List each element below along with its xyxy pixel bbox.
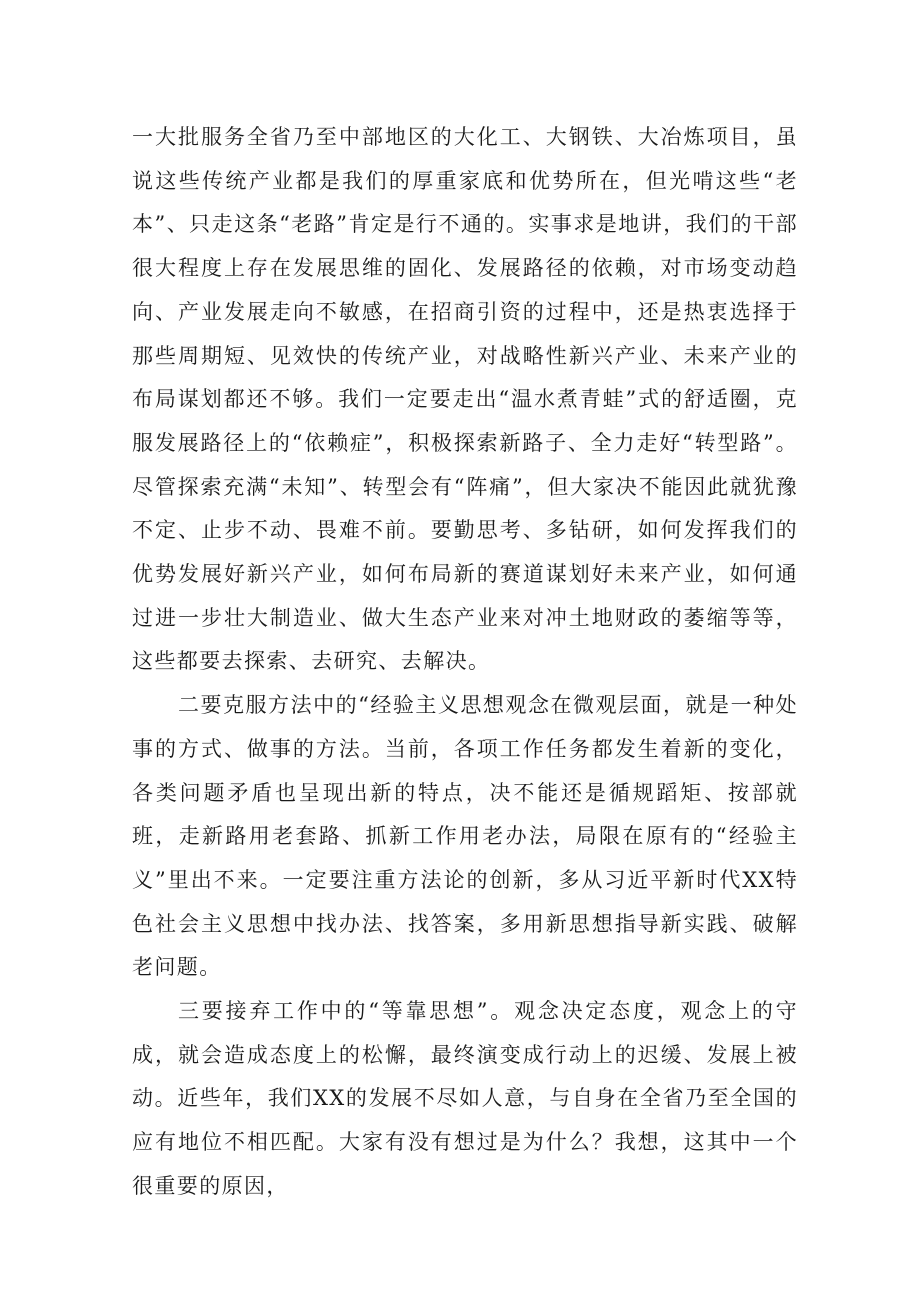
document-body — [132, 116, 798, 1209]
paragraph-1: 一大批服务全省乃至中部地区的大化工、大钢铁、大冶炼项目，虽说这些传统产业都是我们的厚重家底和优势所在，但光啃这些“老本”、只走这条“老路”肯定是行不通的。实事求是地讲，我们的干部很大程度上存在发展思维的固化、发展路径的依赖，对市场变动趋向、产业发展走向不敏感，在招商引资的过程中，还是热衷选择于那些周期短、见效快的传统产业，对战略性新兴产业、未来产业的布局谋划都还不够。我们一定要走出“温水煮青蛙”式的舒适圈，克服发展路径上的“依赖症”，积极探索新路子、全力走好“转型路”。尽管探索充满“未知”、转型会有“阵痛”，但大家决不能因此就犹豫不定、止步不动、畏难不前。要勤思考、多钻研，如何发挥我们的优势发展好新兴产业，如何布局新的赛道谋划好未来产业，如何通过进一步壮大制造业、做大生态产业来对冲土地财政的萎缩等等，这些都要去探索、去研究、去解决。 — [132, 125, 798, 674]
paragraph-2: 二要克服方法中的“经验主义思想观念在微观层面，就是一种处事的方式、做事的方法。当前，各项工作任务都发生着新的变化，各类问题矛盾也呈现出新的特点，决不能还是循规蹈矩、按部就班，走新路用老套路、抓新工作用老办法，局限在原有的“经验主义”里出不来。一定要注重方法论的创新，多从习近平新时代XX特色社会主义思想中找办法、找答案，多用新思想指导新实践、破解老问题。 — [132, 693, 798, 980]
paragraph-3: 三要接弃工作中的“等靠思想”。观念决定态度，观念上的守成，就会造成态度上的松懈，最终演变成行动上的迟缓、发展上被动。近些年，我们XX的发展不尽如人意，与自身在全省乃至全国的应有地位不相匹配。大家有没有想过是为什么？我想，这其中一个很重要的原因， — [132, 999, 798, 1198]
